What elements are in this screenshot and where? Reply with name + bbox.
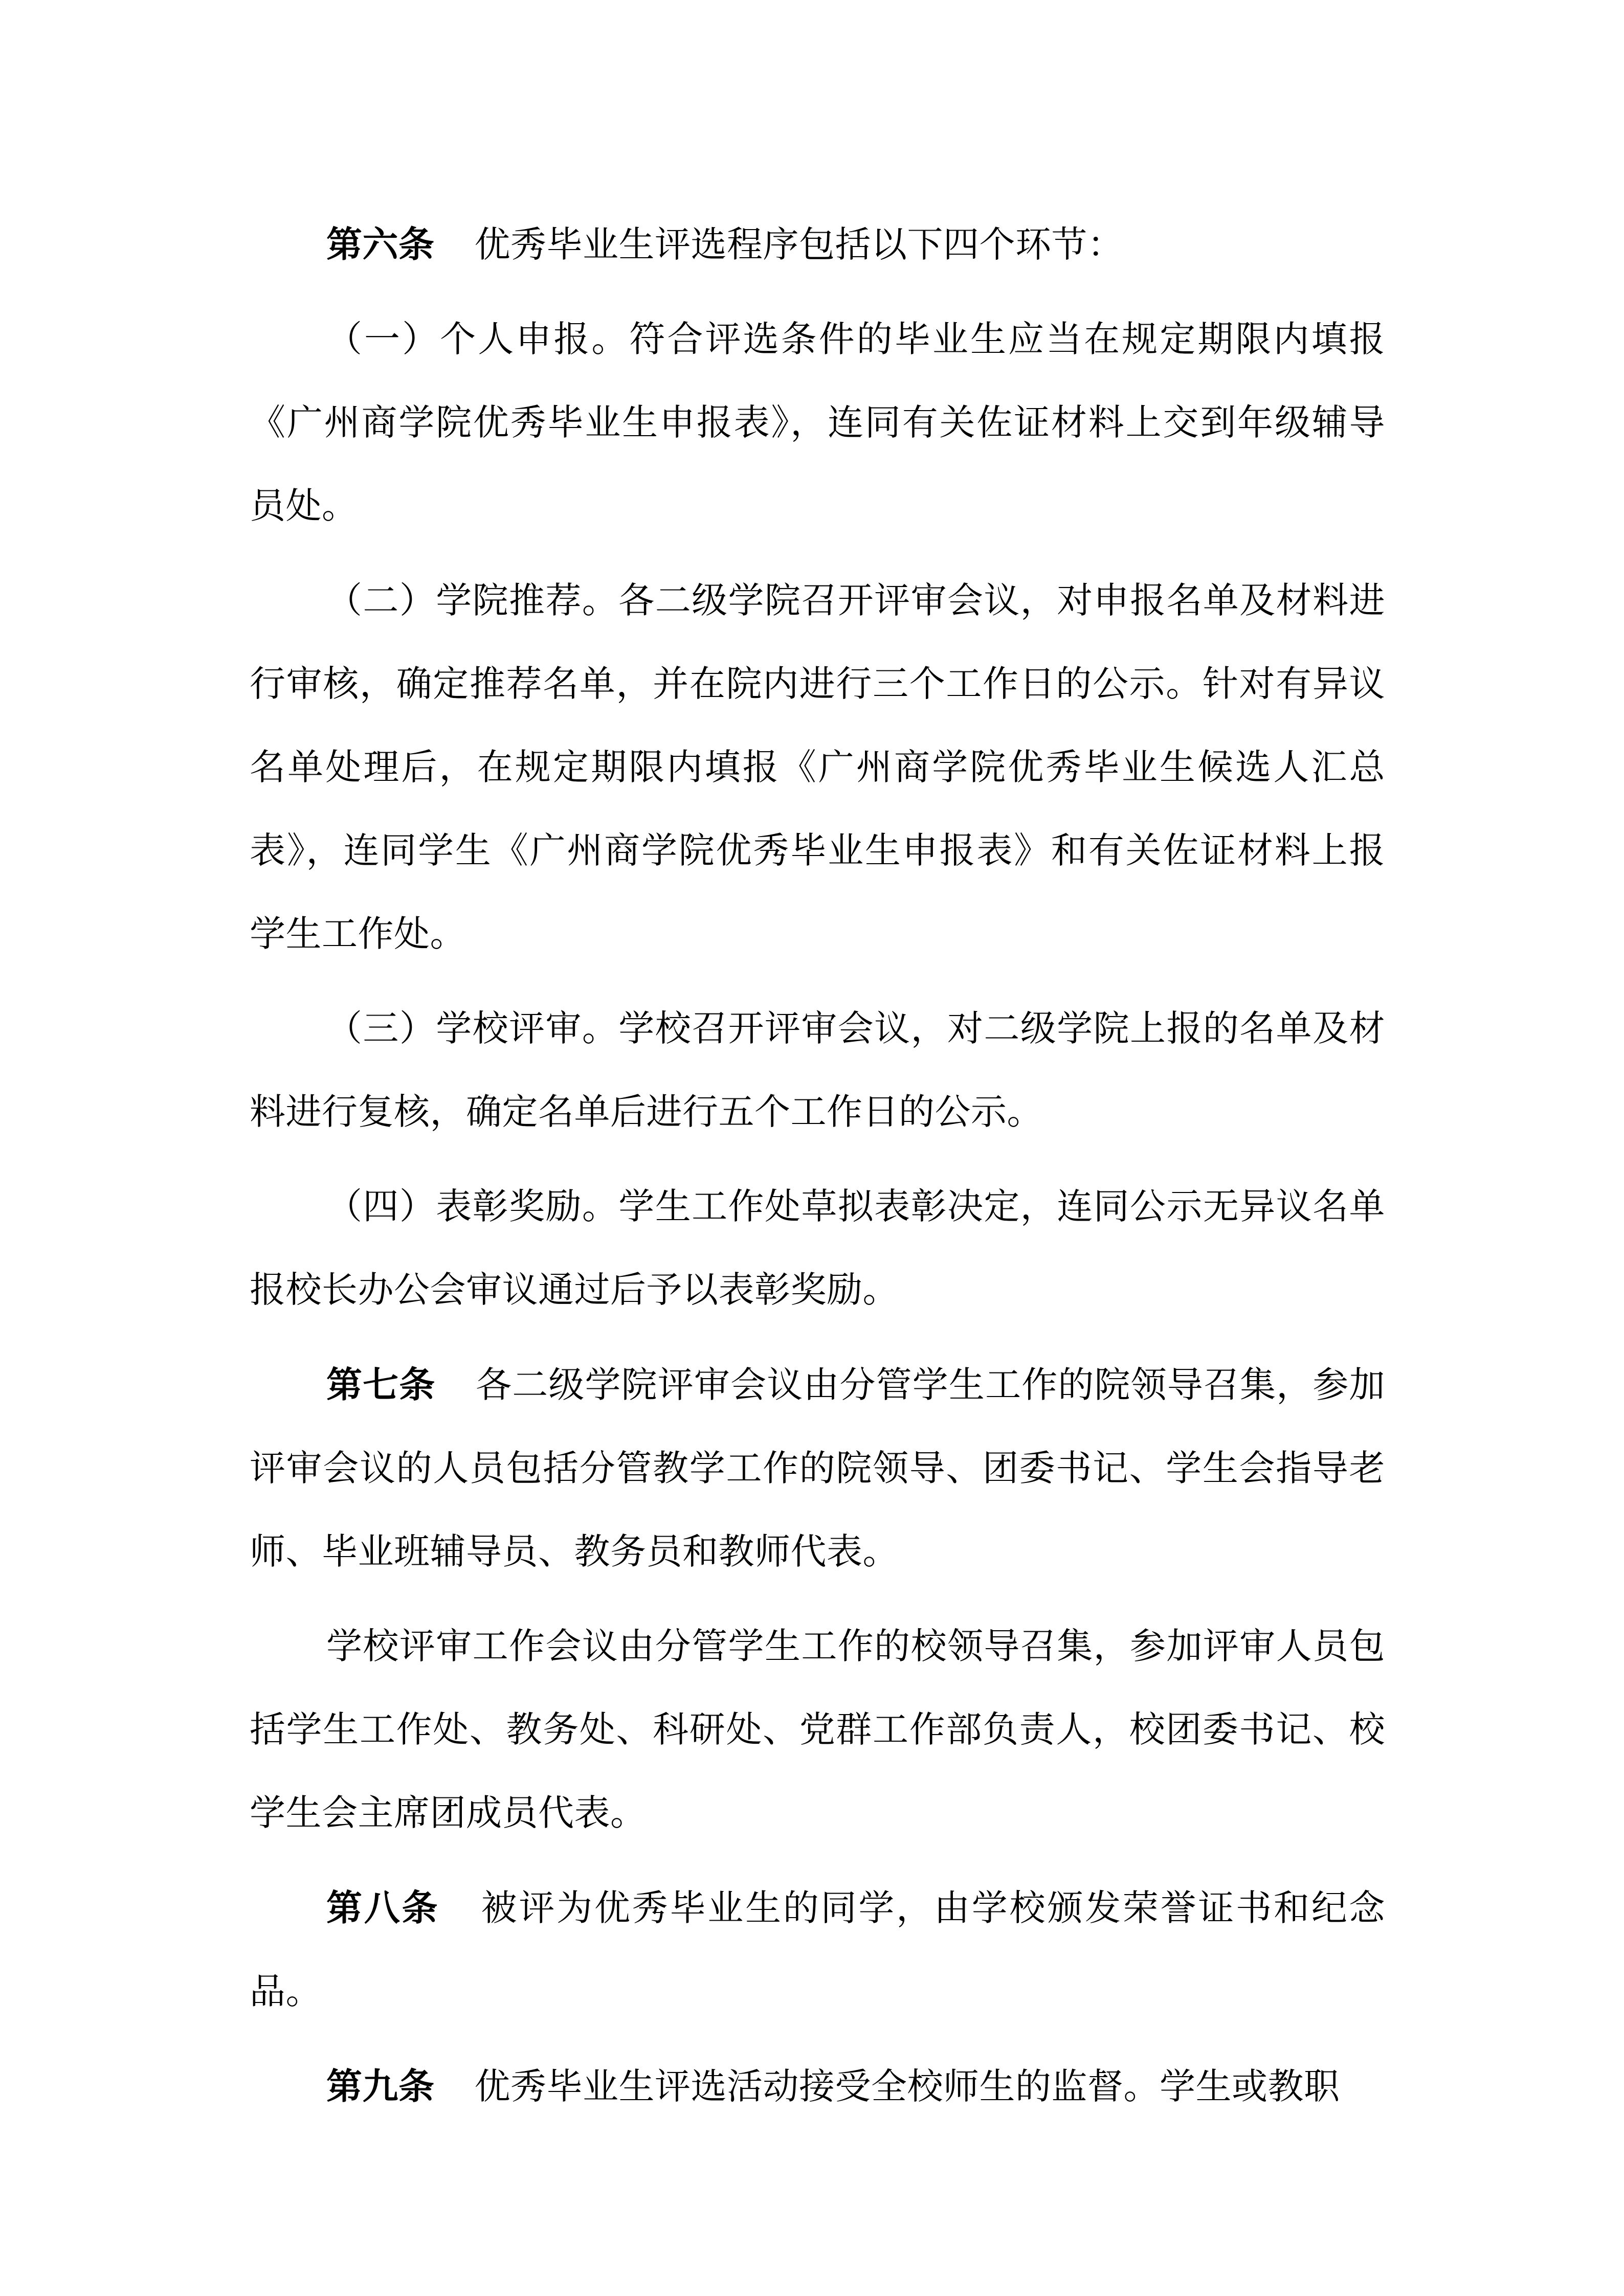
step-4-paragraph [250, 1165, 1385, 1332]
article-6-paragraph [250, 202, 1385, 286]
step-3-paragraph [250, 987, 1385, 1154]
step-1-paragraph [250, 298, 1385, 548]
step-2-paragraph [250, 559, 1385, 976]
article-label: 第七条 [326, 1363, 436, 1406]
article-8-paragraph [250, 1866, 1385, 2033]
paragraph-text: 学校评审工作会议由分管学生工作的校领导召集，参加评审人员包括学生工作处、教务处、科研处、党群工作部负责人，校团委书记、校学生会主席团成员代表。 [250, 1625, 1385, 1834]
article-7-paragraph [250, 1343, 1385, 1593]
paragraph-text: 被评为优秀毕业生的同学，由学校颁发荣誉证书和纪念品。 [250, 1887, 1386, 2012]
paragraph-text: 优秀毕业生评选程序包括以下四个环节： [474, 223, 1124, 265]
article-9-paragraph [250, 2044, 1385, 2128]
school-review-paragraph [250, 1605, 1385, 1855]
article-label: 第六条 [326, 223, 435, 265]
paragraph-text: （三）学校评审。学校召开评审会议，对二级学院上报的名单及材料进行复核，确定名单后进行五个工作日的公示。 [250, 1007, 1385, 1133]
paragraph-text: （四）表彰奖励。学生工作处草拟表彰决定，连同公示无异议名单报校长办公会审议通过后予以表彰奖励。 [250, 1185, 1385, 1311]
paragraph-text: （二）学院推荐。各二级学院召开评审会议，对申报名单及材料进行审核，确定推荐名单，并在院内进行三个工作日的公示。针对有异议名单处理后，在规定期限内填报《广州商学院优秀毕业生候选人汇总表》，连同学生《广州商学院优秀毕业生申报表》和有关佐证材料上报学生工作处。 [250, 579, 1385, 955]
paragraph-text: 各二级学院评审会议由分管学生工作的院领导召集，参加评审会议的人员包括分管教学工作的院领导、团委书记、学生会指导老师、毕业班辅导员、教务员和教师代表。 [250, 1364, 1386, 1572]
document-body [250, 202, 1385, 2140]
article-label: 第八条 [326, 1886, 440, 1929]
paragraph-text: （一）个人申报。符合评选条件的毕业生应当在规定期限内填报《广州商学院优秀毕业生申报表》，连同有关佐证材料上交到年级辅导员处。 [250, 318, 1385, 527]
paragraph-text: 优秀毕业生评选活动接受全校师生的监督。学生或教职 [474, 2065, 1340, 2107]
article-label: 第九条 [326, 2065, 435, 2107]
